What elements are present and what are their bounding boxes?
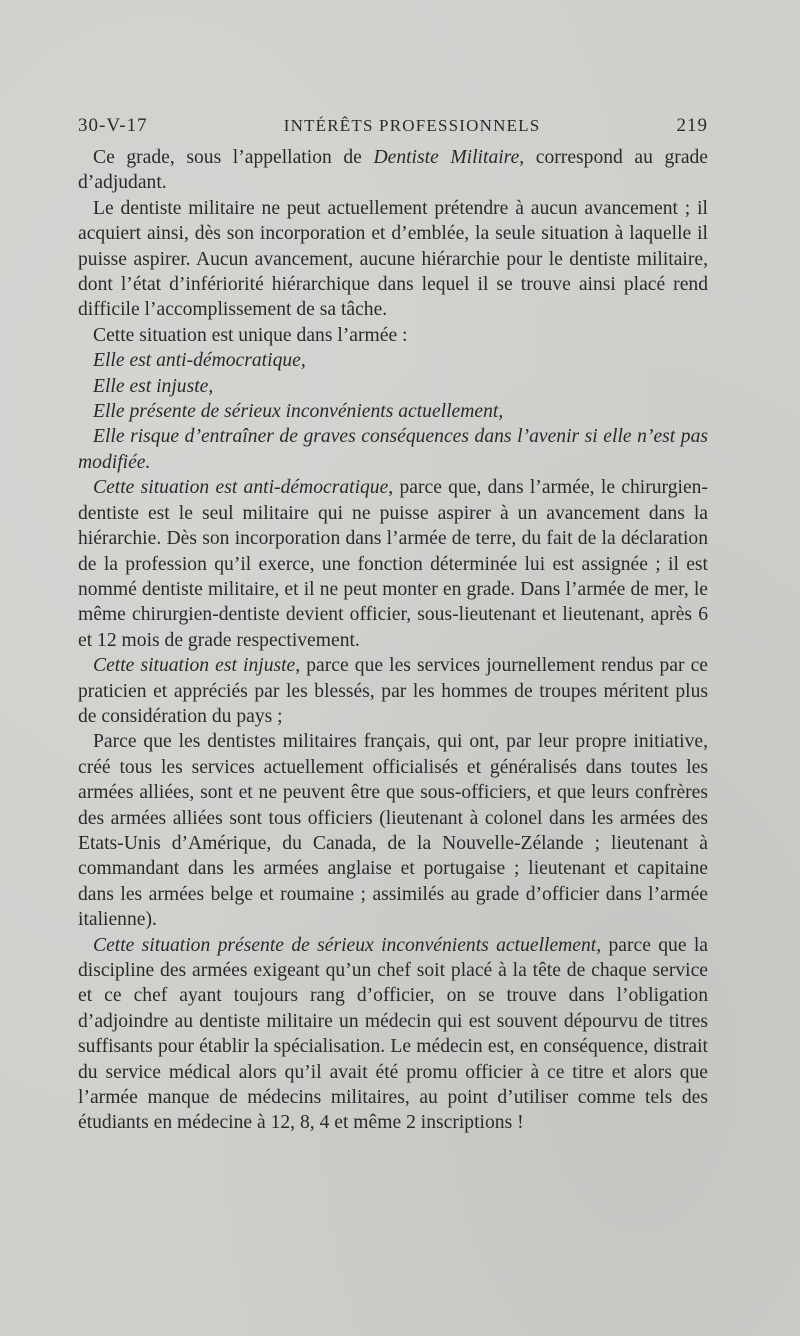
paragraph-text: , correspond au grade d’adjudant.: [78, 147, 709, 194]
header-date: 30-V-17: [78, 115, 148, 136]
list-item: Elle est injuste,: [93, 375, 214, 397]
section-paragraph: [78, 475, 708, 653]
page-number: 219: [676, 115, 708, 136]
paragraph-text: Ce grade, sous l’appellation de: [93, 147, 374, 168]
section-text: Parce que les dentistes militaires français, qui ont, par leur propre initiative, créé tous les services actuellement officialisés et généralisés dans toutes les armées alliées, sont et ne peuvent être que sous-officiers, et que leurs confrères des armées alliées sont tous officiers (lieutenant à colonel dans les armées des Etats-Unis d’Amérique, du Canada, de la Nouvelle-Zélande ; lieutenant à commandant dans les armées anglaise et portugaise ; lieutenant et capitaine dans les armées belge et roumaine ; assimilés au grade d’officier dans l’armée italienne).: [78, 731, 708, 931]
section-lead: Cette situation est anti-démocratique,: [93, 477, 394, 499]
section-paragraph: [78, 933, 708, 1136]
running-header: [78, 115, 708, 137]
section-text: parce que, dans l’armée, le chirurgien-dentiste est le seul militaire qui ne puisse aspirer à un avancement dans la hiérarchie. Dès son incorporation dans l’armée de terre, du fait de la déclaration de la profession qu’il exerce, une fonction déterminée lui est assignée ; il est nommé dentiste militaire, et il ne peut monter en grade. Dans l’armée de mer, le même chirurgien-dentiste devient officier, sous-lieutenant et lieutenant, après 6 et 12 mois de grade respectivement.: [78, 477, 708, 651]
body-text: [78, 145, 708, 1136]
paragraph-emphasis: Dentiste Militaire: [373, 147, 520, 168]
section-paragraph: [78, 729, 708, 932]
section-text: parce que les services journellement rendus par ce praticien et appréciés par les blessés, par les hommes de troupes méritent plus de considération du pays ;: [78, 655, 708, 727]
section-text: parce que la discipline des armées exigeant qu’un chef soit placé à la tête de chaque service et ce chef ayant toujours rang d’officier, on se trouve dans l’obligation d’adjoindre au dentiste militaire un médecin qui est souvent dépourvu de titres suffisants pour établir la spécialisation. Le médecin est, en conséquence, distrait du service médical alors qu’il avait été promu officier à ce titre et alors que l’armée manque de médecins militaires, au point d’utiliser comme tels des étudiants en médecine à 12, 8, 4 et même 2 inscriptions !: [78, 934, 708, 1134]
list-item: Elle risque d’entraîner de graves conséquences dans l’avenir si elle n’est pas modifiée.: [78, 426, 708, 473]
list-item: Elle présente de sérieux inconvénients actuellement,: [93, 401, 504, 423]
list-item: Elle est anti-démocratique,: [93, 350, 306, 372]
section-paragraph: [78, 653, 708, 729]
paragraph-text: Le dentiste militaire ne peut actuellement prétendre à aucun avancement ; il acquiert ainsi, dès son incorporation et d’emblée, la seule situation à laquelle il puisse aspirer. Aucun avancement, aucune hiérarchie pour le dentiste militaire, dont l’état d’infériorité hiérarchique dans lequel il se trouve ainsi placé rend difficile l’accomplissement de sa tâche.: [78, 197, 708, 321]
header-title: INTÉRÊTS PROFESSIONNELS: [283, 116, 541, 135]
document-page: [78, 115, 708, 1136]
paragraph-text: Cette situation est unique dans l’armée :: [93, 324, 408, 346]
paragraph: [78, 196, 708, 323]
paragraph: [78, 323, 708, 348]
section-lead: Cette situation présente de sérieux inconvénients actuellement,: [93, 934, 602, 956]
section-lead: Cette situation est injuste,: [93, 655, 301, 677]
paragraph: [78, 145, 708, 196]
